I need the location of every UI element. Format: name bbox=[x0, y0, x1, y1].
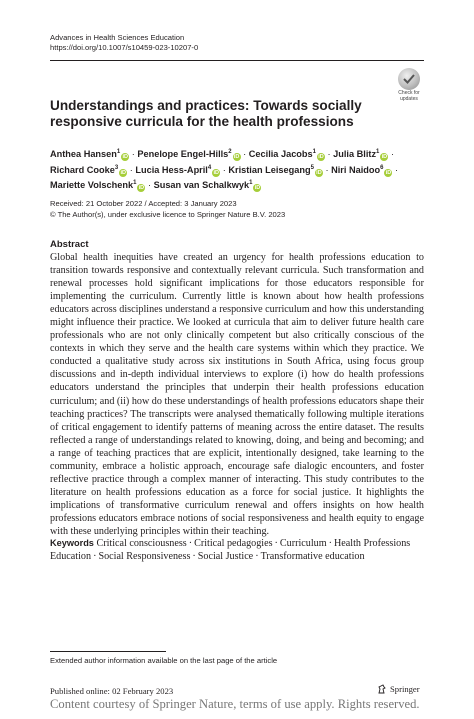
orcid-icon[interactable]: iD bbox=[213, 169, 219, 176]
check-for-updates-icon bbox=[398, 68, 420, 90]
journal-header bbox=[50, 33, 198, 53]
keyword: Critical consciousness bbox=[96, 538, 187, 549]
author-name[interactable]: Penelope Engel-Hills$^2$iD bbox=[137, 149, 240, 161]
author-separator: · bbox=[388, 149, 395, 160]
header-rule bbox=[50, 60, 424, 61]
author-list bbox=[50, 146, 430, 193]
author-affiliation: 1 bbox=[312, 149, 316, 155]
keyword: Critical pedagogies bbox=[194, 538, 273, 549]
article-title: Understandings and practices: Towards socially responsive curricula for the health professions bbox=[50, 98, 362, 129]
article-dates bbox=[50, 198, 285, 220]
author-separator: · bbox=[127, 164, 136, 175]
keyword: Transformative education bbox=[260, 551, 365, 563]
author-separator: · bbox=[324, 149, 334, 160]
check-updates-line2: updates bbox=[400, 95, 418, 102]
author-affiliation: 1 bbox=[376, 149, 380, 155]
orcid-icon[interactable]: iD bbox=[385, 169, 392, 176]
doi-link[interactable]: https://doi.org/10.1007/s10459-023-10207-0 bbox=[50, 43, 199, 52]
orcid-icon[interactable]: iD bbox=[254, 185, 261, 192]
orcid-icon[interactable]: iD bbox=[318, 154, 324, 161]
copyright-line: © The Author(s), under exclusive licence to Springer Nature B.V. 2023 bbox=[50, 210, 286, 219]
author-affiliation: 6 bbox=[380, 164, 384, 171]
orcid-icon[interactable]: iD bbox=[138, 185, 145, 192]
author-name[interactable]: Richard Cooke$^3$iD bbox=[50, 164, 126, 176]
keyword: Curriculum bbox=[279, 538, 327, 549]
keyword: Health Professions Education bbox=[50, 538, 411, 563]
author-name[interactable]: Mariette Volschenk$^1$iD bbox=[50, 180, 145, 192]
author-affiliation: 3 bbox=[114, 164, 119, 171]
received-accepted: Received: 21 October 2022 / Accepted: 3 January 2023 bbox=[50, 199, 237, 208]
orcid-icon[interactable]: iD bbox=[316, 169, 322, 176]
abstract-text: Global health inequities have created an urgency for health professions education to transition towards responsive and contextually relevant curricula. Such transformation and renewal processes hold significant implications for those educators responsible for implementing the curriculum. Currently little is known about how health professions educators across disciplines understand a responsive curriculum and how this understanding might influence their practice. We looked at curricula that aim to deliver future health care professionals who are not only clinically competent but also critically conscious of the contexts in which they serve and the health care systems within which they practice. We conducted a qualitative study across six institutions in South Africa, using focus group discussions and in-depth individual interviews to explore (i) how do health professions educators understand the principles that underpin their health professions education curriculum; and (ii) how do these understandings of health professions educators shape their teaching practices? The transcripts were analysed thematically following multiple iterations of critical engagement to identify patterns of meaning across the entire dataset. The results reflected a range of understandings related to knowing, doing, and being and becoming; and a range of teaching practices that are explicit, intentionally designed, take learning to the community, embrace a holistic approach, encourage safe dialogic encounters, and foster reflective practice through a complex manner of interacting. This study contributes to the literature on health professions education as a force for social justice. It highlights the implications of transformative curriculum renewal and offers insights on how health professions educators embrace notions of social responsiveness and health equity to engage with these underlying principles within their teaching. bbox=[50, 252, 424, 537]
author-separator: · bbox=[240, 149, 249, 160]
author-affiliation: 4 bbox=[207, 164, 212, 171]
keyword-separator: · bbox=[93, 551, 97, 563]
check-for-updates-badge[interactable] bbox=[394, 68, 424, 102]
author-name[interactable]: Lucia Hess-April$^4$iD bbox=[135, 164, 219, 176]
orcid-icon[interactable]: iD bbox=[120, 169, 126, 176]
author-name[interactable]: Anthea Hansen$^1$iD bbox=[50, 149, 128, 161]
author-name[interactable]: Susan van Schalkwyk$^1$iD bbox=[153, 180, 261, 192]
author-name[interactable]: Julia Blitz$^1$iD bbox=[333, 149, 388, 161]
author-affiliation: 2 bbox=[228, 149, 232, 155]
springer-logo bbox=[377, 684, 420, 694]
author-separator: · bbox=[145, 180, 154, 191]
author-affiliation: 1 bbox=[133, 180, 137, 187]
author-affiliation: 1 bbox=[116, 149, 121, 155]
check-updates-line1: Check for bbox=[398, 90, 420, 96]
keywords-section bbox=[50, 537, 424, 563]
author-separator: · bbox=[392, 164, 399, 175]
author-name[interactable]: Kristian Leisegang$^5$iD bbox=[228, 164, 322, 176]
keyword-separator: · bbox=[188, 538, 193, 549]
keywords-list bbox=[50, 538, 410, 562]
author-affiliation: 1 bbox=[249, 180, 253, 187]
keywords-label: Keywords bbox=[50, 538, 94, 548]
keyword-separator: · bbox=[192, 551, 196, 563]
abstract-heading: Abstract bbox=[50, 239, 89, 250]
courtesy-notice: Content courtesy of Springer Nature, terms of use apply. Rights reserved. bbox=[50, 697, 420, 711]
keyword-separator: · bbox=[328, 538, 332, 549]
author-separator: · bbox=[220, 164, 229, 175]
orcid-icon[interactable]: iD bbox=[122, 154, 128, 161]
author-name[interactable]: Niri Naidoo$^6$iD bbox=[331, 164, 392, 176]
keyword-separator: · bbox=[274, 538, 278, 549]
journal-name: Advances in Health Sciences Education bbox=[50, 33, 185, 42]
author-name[interactable]: Cecilia Jacobs$^1$iD bbox=[248, 149, 324, 161]
published-date: Published online: 02 February 2023 bbox=[50, 686, 174, 696]
author-affiliation: 5 bbox=[310, 164, 314, 171]
springer-horse-icon bbox=[377, 684, 387, 694]
keyword: Social Responsiveness bbox=[98, 551, 191, 563]
footnote-rule bbox=[50, 651, 166, 652]
author-separator: · bbox=[129, 149, 138, 160]
author-separator: · bbox=[322, 164, 332, 175]
orcid-icon[interactable]: iD bbox=[233, 154, 240, 161]
footnote: Extended author information available on the last page of the article bbox=[50, 656, 278, 665]
keyword: Social Justice bbox=[197, 551, 254, 563]
publisher-name: Springer bbox=[390, 684, 420, 694]
orcid-icon[interactable]: iD bbox=[381, 154, 388, 161]
keyword-separator: · bbox=[255, 551, 259, 563]
